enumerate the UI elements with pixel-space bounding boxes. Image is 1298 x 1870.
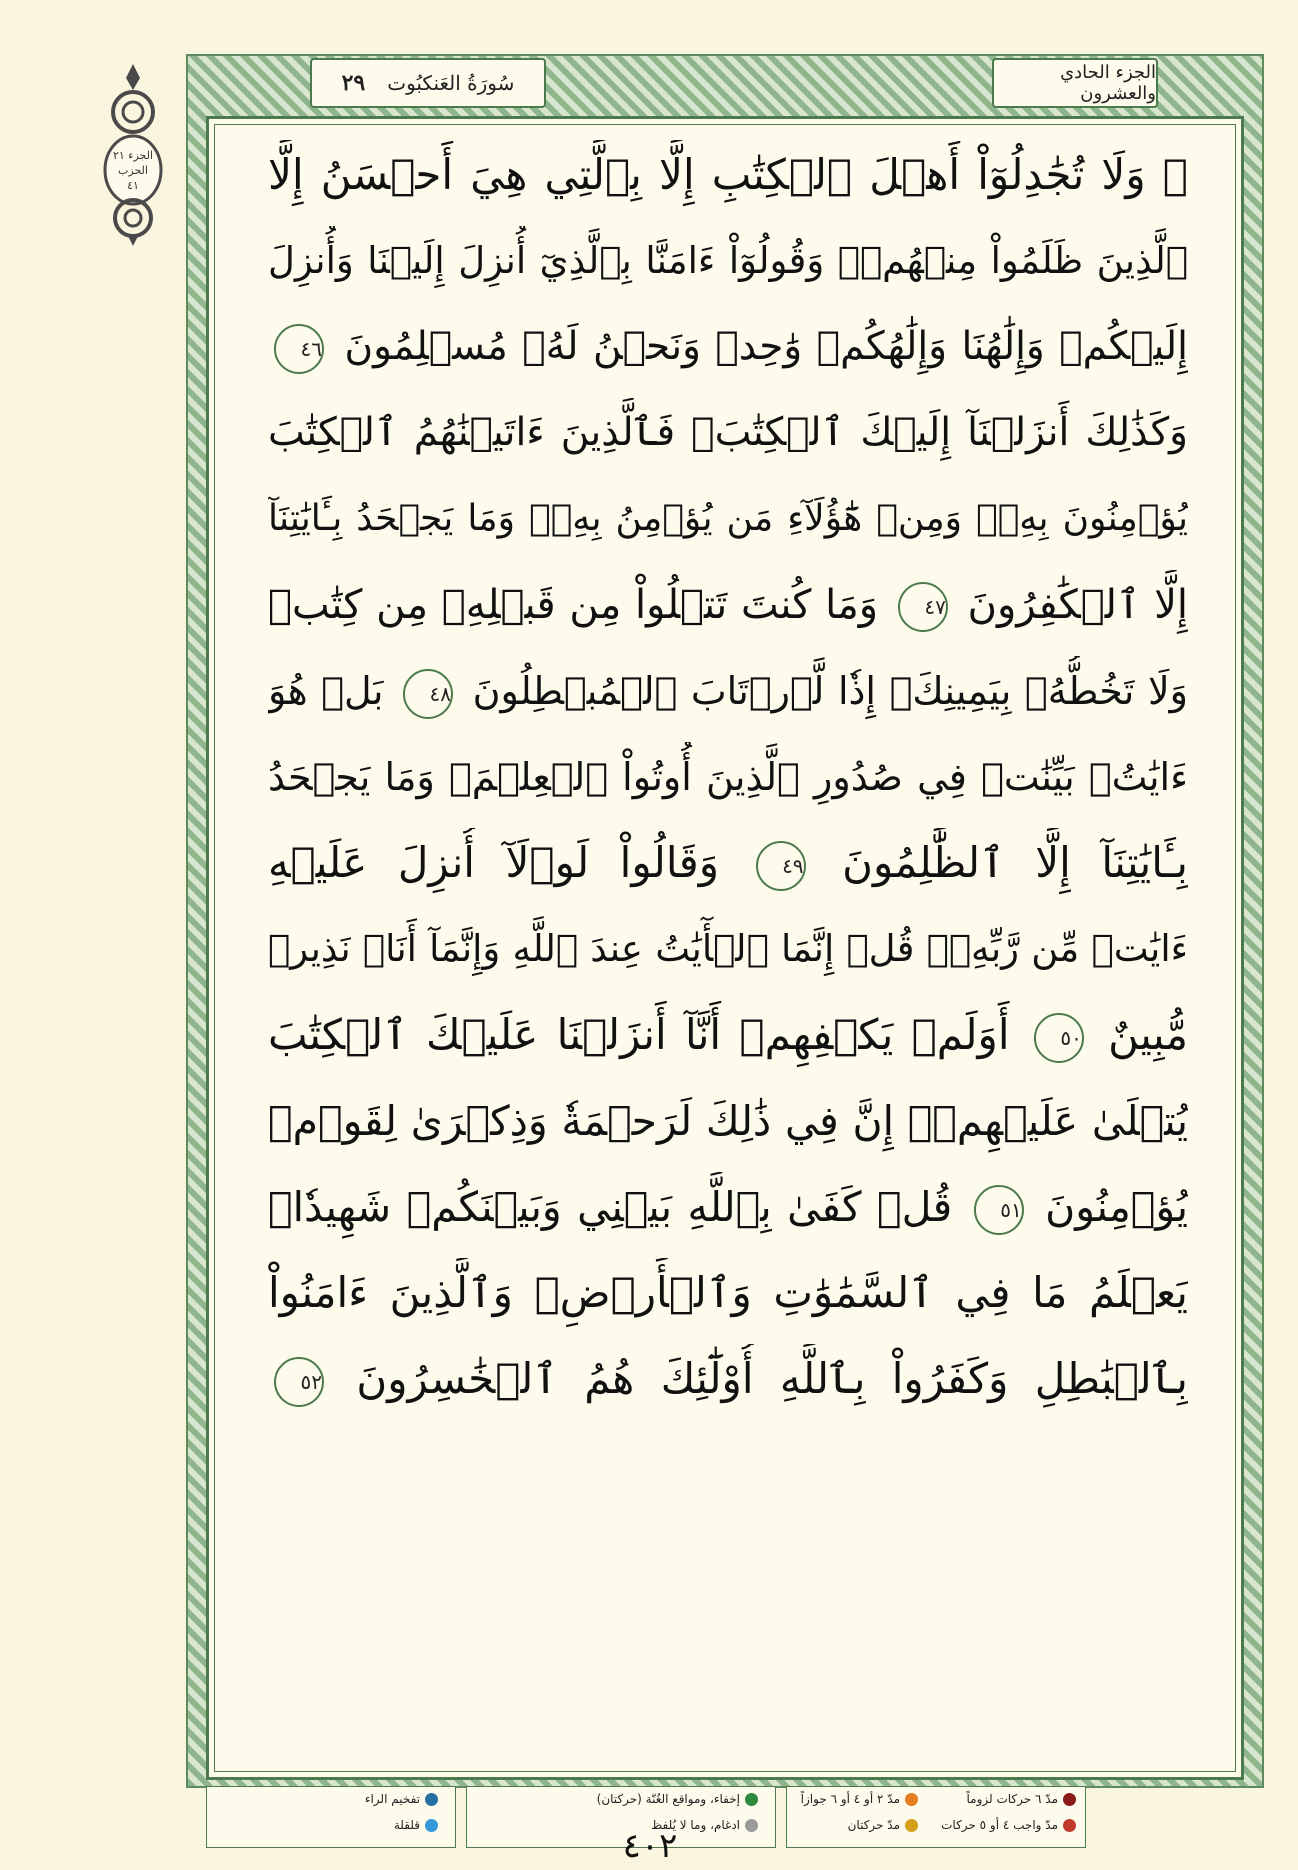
page-number: ٤٠٢ — [622, 1826, 678, 1866]
line-text-tail: وَمَا كُنتَ تَتۡلُواْ مِن قَبۡلِهِۦ مِن كِتَٰبٖ — [268, 582, 879, 628]
text-line-7 — [268, 656, 1188, 726]
text-line-1 — [268, 140, 1188, 210]
legend-item-tafkheem — [365, 1792, 438, 1806]
line-text-tail: أَوَلَمۡ يَكۡفِهِمۡ أَنَّآ أَنزَلۡنَا عَلَيۡكَ ٱلۡكِتَٰبَ — [268, 1010, 1010, 1059]
line-text: وَلَا تَخُطُّهُۥ بِيَمِينِكَۖ إِذٗا لَّٱرۡتَابَ ٱلۡمُبۡطِلُونَ — [472, 669, 1188, 713]
line-text: إِلَيۡكُمۡ وَإِلَٰهُنَا وَإِلَٰهُكُمۡ وَٰحِدٞ وَنَحۡنُ لَهُۥ مُسۡلِمُونَ — [344, 324, 1188, 369]
color-swatch-gray — [745, 1819, 758, 1832]
tajweed-legend — [0, 1792, 1298, 1832]
ayah-number-48: ٤٨ — [403, 669, 453, 719]
hizb-number: الحزب ٤١ — [118, 164, 148, 192]
line-text: يَعۡلَمُ مَا فِي ٱلسَّمَٰوَٰتِ وَٱلۡأَرۡضِۗ وَٱلَّذِينَ ءَامَنُواْ — [268, 1268, 1188, 1317]
legend-label: مدّ ٦ حركات لزوماً — [966, 1792, 1058, 1806]
legend-label: مدّ ٢ أو ٤ أو ٦ جوازاً — [800, 1792, 900, 1806]
ayah-number-47: ٤٧ — [898, 582, 948, 632]
text-line-13 — [268, 1172, 1188, 1242]
header-index: ٢٩ — [341, 70, 366, 96]
color-swatch-green — [745, 1793, 758, 1806]
color-swatch-blue — [425, 1793, 438, 1806]
color-swatch-orange — [905, 1793, 918, 1806]
ayah-number-50: ٥٠ — [1034, 1013, 1084, 1063]
legend-label: ادغام، وما لا يُلفظ — [651, 1818, 740, 1832]
line-text: ءَايَٰتٞ مِّن رَّبِّهِۦۖ قُلۡ إِنَّمَا ٱلۡأٓيَٰتُ عِندَ ٱللَّهِ وَإِنَّمَآ أَنَا۠ نَذِيرٞ — [268, 927, 1188, 970]
surah-header — [310, 58, 546, 108]
ayah-number-51: ٥١ — [974, 1185, 1024, 1235]
line-text-tail: بَلۡ هُوَ — [268, 669, 384, 713]
text-line-3 — [268, 312, 1188, 382]
legend-item-harakatan — [848, 1818, 918, 1832]
legend-label: قلقلة — [393, 1818, 420, 1832]
line-text: وَكَذَٰلِكَ أَنزَلۡنَآ إِلَيۡكَ ٱلۡكِتَٰبَۚ فَٱلَّذِينَ ءَاتَيۡنَٰهُمُ ٱلۡكِتَٰبَ — [268, 410, 1188, 455]
ayah-number-49: ٤٩ — [756, 841, 806, 891]
ayah-number-46: ٤٦ — [274, 324, 324, 374]
legend-label: تفخيم الراء — [364, 1792, 420, 1806]
line-text: يُؤۡمِنُونَ بِهِۦۖ وَمِنۡ هَٰٓؤُلَآءِ مَن يُؤۡمِنُ بِهِۦۚ وَمَا يَجۡحَدُ بِـَٔايَٰتِنَآ — [268, 498, 1188, 539]
ayah-number-52: ٥٢ — [274, 1357, 324, 1407]
color-swatch-red — [1063, 1819, 1076, 1832]
legend-item-wajib — [941, 1818, 1076, 1832]
legend-item-ikhfa — [597, 1792, 758, 1806]
text-line-8 — [268, 742, 1188, 812]
juz-number: الجزء ٢١ — [112, 149, 154, 162]
line-text: ءَايَٰتُۢ بَيِّنَٰتٞ فِي صُدُورِ ٱلَّذِينَ أُوتُواْ ٱلۡعِلۡمَۚ وَمَا يَجۡحَدُ — [268, 755, 1188, 799]
line-text-tail: وَقَالُواْ لَوۡلَآ أُنزِلَ عَلَيۡهِ — [268, 838, 719, 887]
color-swatch-darkred — [1063, 1793, 1076, 1806]
juz-hizb-marker — [88, 60, 178, 250]
juz-header — [992, 58, 1158, 108]
line-text-tail: قُلۡ كَفَىٰ بِٱللَّهِ بَيۡنِي وَبَيۡنَكُمۡ شَهِيدٗاۖ — [268, 1183, 953, 1231]
legend-item-qalqala — [394, 1818, 438, 1832]
juz-hizb-text — [112, 148, 154, 193]
text-line-15 — [268, 1344, 1188, 1414]
line-text: يُتۡلَىٰ عَلَيۡهِمۡۚ إِنَّ فِي ذَٰلِكَ لَرَحۡمَةٗ وَذِكۡرَىٰ لِقَوۡمٖ — [268, 1097, 1188, 1145]
color-swatch-gold — [905, 1819, 918, 1832]
surah-name: سُورَةُ العَنكبُوت — [387, 71, 515, 95]
color-swatch-lightblue — [425, 1819, 438, 1832]
line-text: ۞ وَلَا تُجَٰدِلُوٓاْ أَهۡلَ ٱلۡكِتَٰبِ إِلَّا بِٱلَّتِي هِيَ أَحۡسَنُ إِلَّا — [268, 150, 1188, 199]
ayat-body — [268, 140, 1188, 1740]
line-text: مُّبِينٌ — [1108, 1010, 1188, 1059]
text-line-5 — [268, 484, 1188, 554]
text-line-9 — [268, 828, 1188, 898]
text-line-12 — [268, 1086, 1188, 1156]
line-text: بِـَٔايَٰتِنَآ إِلَّا ٱلظَّٰلِمُونَ — [842, 838, 1188, 887]
legend-label: إخفاء، ومواقع الغُنّة (حركتان) — [596, 1792, 740, 1806]
text-line-11 — [268, 1000, 1188, 1070]
line-text: إِلَّا ٱلۡكَٰفِرُونَ — [967, 582, 1188, 628]
legend-label: مدّ واجب ٤ أو ٥ حركات — [941, 1818, 1058, 1832]
text-line-6 — [268, 570, 1188, 640]
line-text: بِٱلۡبَٰطِلِ وَكَفَرُواْ بِٱللَّهِ أُوْلَٰٓئِكَ هُمُ ٱلۡخَٰسِرُونَ — [356, 1354, 1188, 1403]
line-text: ٱلَّذِينَ ظَلَمُواْ مِنۡهُمۡۖ وَقُولُوٓاْ ءَامَنَّا بِٱلَّذِيٓ أُنزِلَ إِلَيۡنَا وَأُنزِلَ — [268, 239, 1188, 282]
legend-item-lazim — [967, 1792, 1077, 1806]
text-line-14 — [268, 1258, 1188, 1328]
text-line-10 — [268, 914, 1188, 984]
text-line-2 — [268, 226, 1188, 296]
juz-name: الجزء الحادي والعشرون — [1060, 62, 1156, 104]
line-text: يُؤۡمِنُونَ — [1045, 1183, 1188, 1231]
legend-label: مدّ حركتان — [847, 1818, 900, 1832]
text-line-4 — [268, 398, 1188, 468]
legend-item-jawaz — [801, 1792, 918, 1806]
